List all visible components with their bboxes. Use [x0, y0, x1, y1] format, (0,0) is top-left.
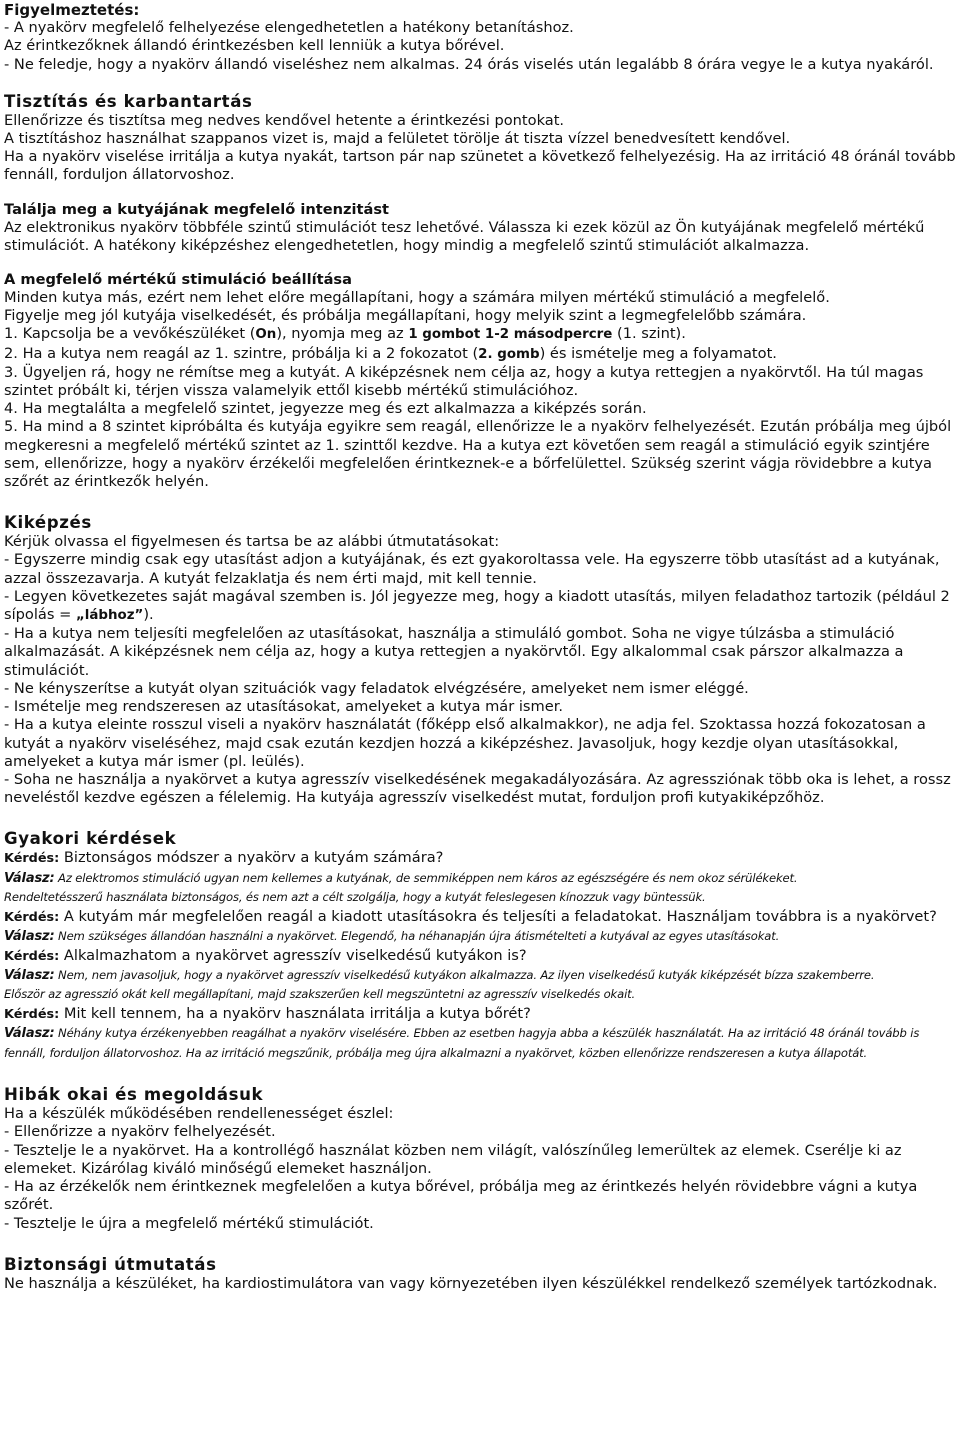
faq-answer: Válasz: Az elektromos stimuláció ugyan nem kellemes a kutyának, de semmiképpen nem káros az egészségére és nem okoz sérülékeket. [4, 870, 798, 886]
setting-step-1: 1. Kapcsolja be a vevőkészüléket (On), nyomja meg az 1 gombot 1-2 másodpercre (1. szint). [4, 325, 686, 343]
setting-intro: Figyelje meg jól kutyája viselkedését, és próbálja megállapítani, hogy melyik szint a legmegfelelőbb számára. [4, 307, 807, 325]
cleaning-line: Ellenőrizze és tisztítsa meg nedves kendővel hetente a érintkezési pontokat. [4, 111, 565, 129]
faq-answer-cont: Először az agresszió okát kell megállapítani, majd szakszerűen kell megszüntetni az agresszív viselkedés okait. [4, 987, 636, 1002]
training-item: - Ne kényszerítse a kutyát olyan szituációk vagy feladatok elvégzésére, amelyeket nem ismer eléggé. [4, 679, 749, 697]
faq-section [4, 829, 956, 1063]
faq-answer: Válasz: Nem, nem javasoljuk, hogy a nyakörvet agresszív viselkedésű kutyákon alkalmazza. Az ilyen viselkedésű kutyák kiképzését bízza szakemberre. [4, 967, 875, 983]
faq-heading: Gyakori kérdések [4, 829, 177, 849]
warning-title: Figyelmeztetés: [4, 1, 140, 19]
intensity-section [4, 200, 956, 255]
safety-heading: Biztonsági útmutatás [4, 1254, 217, 1274]
warning-line: - A nyakörv megfelelő felhelyezése elengedhetetlen a hatékony betanításhoz. [4, 19, 574, 37]
troubleshooting-item: - Tesztelje le újra a megfelelő mértékű stimulációt. [4, 1214, 374, 1232]
troubleshooting-intro: Ha a készülék működésében rendellenességet észlel: [4, 1105, 394, 1123]
faq-question: Kérdés: A kutyám már megfelelően reagál a kiadott utasításokra és teljesíti a feladatokat. Használjam továbbra is a nyakörvet? [4, 907, 937, 925]
training-item: - Ha a kutya nem teljesíti megfelelően az utasításokat, használja a stimuláló gombot. Soha ne vigye túlzásba a stimuláció alkalmazását. A kiképzésnek nem célja az, hogy a kutya rettegjen a nyakörvtől. Egy alkalommal csak párszor alkalmazza a stimulációt. [4, 625, 904, 679]
setting-step-2: 2. Ha a kutya nem reagál az 1. szintre, próbálja ki a 2 fokozatot (2. gomb) és ismételje meg a folyamatot. [4, 344, 777, 362]
training-item: - Egyszerre mindig csak egy utasítást adjon a kutyájának, és ezt gyakoroltassa vele. Ha egyszerre több utasítást ad a kutyának, azzal összezavarja. A kutyát felzaklatja és nem érti majd, mit kell tennie. [4, 551, 940, 587]
training-section [4, 513, 956, 807]
intensity-heading: Találja meg a kutyájának megfelelő intenzitást [4, 200, 390, 218]
setting-intro: Minden kutya más, ezért nem lehet előre megállapítani, hogy a számára milyen mértékű stimuláció a megfelelő. [4, 289, 830, 307]
intensity-text: Az elektronikus nyakörv többféle szintű stimulációt tesz lehetővé. Válassza ki ezek közül az Ön kutyájának megfelelő mértékű stimulációt. A hatékony kiképzéshez elengedhetetlen, hogy mindig a megfelelő szintű stimulációt alkalmazza. [4, 218, 925, 254]
cleaning-heading: Tisztítás és karbantartás [4, 91, 253, 111]
cleaning-line: Ha a nyakörv viselése irritálja a kutya nyakát, tartson pár nap szünetet a következő felhelyezésig. Ha az irritáció 48 óránál tovább fennáll, forduljon állatorvoshoz. [4, 148, 956, 184]
training-heading: Kiképzés [4, 513, 92, 533]
setting-heading: A megfelelő mértékű stimuláció beállítása [4, 271, 352, 289]
training-item: - Soha ne használja a nyakörvet a kutya agresszív viselkedésének megakadályozására. Az agressziónak több oka is lehet, a rossz neveléstől kezdve egészen a félelemig. Ha kutyája agresszív viselkedést mutat, forduljon profi kutyakiképzőhöz. [4, 770, 951, 807]
training-item: - Legyen következetes saját magával szemben is. Jól jegyezze meg, hogy a kiadott utasítás, milyen feladathoz tartozik (például 2 sípolás = „lábhoz”). [4, 587, 950, 624]
setting-step-3: 3. Ügyeljen rá, hogy ne rémítse meg a kutyát. A kiképzésnek nem célja az, hogy a kutya rettegjen a nyakörvtől. Ha túl magas szintet próbált ki, térjen vissza valamelyik ettől kisebb mértékű stimulációhoz. [4, 363, 924, 400]
faq-answer: Válasz: Nem szükséges állandóan használni a nyakörvet. Elegendő, ha néhanapján újra átismételteti a kutyával az egyes utasításokat. [4, 928, 780, 944]
cleaning-line: A tisztításhoz használhat szappanos vizet is, majd a felületet törölje át tiszta vízzel benedvesített kendővel. [4, 130, 791, 148]
faq-question: Kérdés: Mit kell tennem, ha a nyakörv használata irritálja a kutya bőrét? [4, 1004, 531, 1022]
troubleshooting-item: - Ha az érzékelők nem érintkeznek megfelelően a kutya bőrével, próbálja meg az érintkezés helyén rövidebbre vágni a kutya szőrét. [4, 1178, 918, 1214]
training-item: - Ha a kutya eleinte rosszul viseli a nyakörv használatát (főképp első alkalmakkor), ne adja fel. Szoktassa hozzá fokozatosan a kutyát a nyakörv viseléséhez, majd csak ezután kezdjen hozzá a kiképzéshez. Javasoljuk, hogy kezdje olyan utasításokkal, amelyeket a kutya már ismer (pl. leülés). [4, 716, 926, 770]
training-item: - Ismételje meg rendszeresen az utasításokat, amelyeket a kutya már ismer. [4, 698, 564, 716]
faq-question: Kérdés: Alkalmazhatom a nyakörvet agresszív viselkedésű kutyákon is? [4, 946, 527, 964]
safety-text: Ne használja a készüléket, ha kardiostimulátora van vagy környezetében ilyen készülékkel rendelkező személyek tartózkodnak. [4, 1274, 938, 1292]
troubleshooting-heading: Hibák okai és megoldásuk [4, 1085, 264, 1105]
warning-line: Az érintkezőknek állandó érintkezésben kell lenniük a kutya bőrével. [4, 37, 505, 55]
faq-answer-cont: Rendeltetésszerű használata biztonságos, és nem azt a célt szolgálja, hogy a kutyát feleslegesen kínozzuk vagy büntessük. [4, 890, 706, 905]
safety-section [4, 1255, 956, 1293]
troubleshooting-item: - Tesztelje le a nyakörvet. Ha a kontrollégő használat közben nem világít, valószínűleg lemerültek az elemek. Cserélje ki az elemeket. Kizárólag kiváló minőségű elemeket használjon. [4, 1141, 902, 1177]
warning-section [4, 1, 956, 74]
setting-step-5: 5. Ha mind a 8 szintet kipróbálta és kutyája egyikre sem reagál, ellenőrizze le a nyakörv felhelyezését. Ezután próbálja meg újból megkeresni a megfelelő mértékű szintet az 1. szinttől kezdve. Ha a kutya ezt követően sem reagál a stimuláció egyik szintjére sem, ellenőrizze, hogy a nyakörv érzékelői megfelelően érintkeznek-e a bőrfelülettel. Szükség szerint vágja rövidebbre a kutya szőrét az érintkezők helyén. [4, 418, 952, 491]
training-intro: Kérjük olvassa el figyelmesen és tartsa be az alábbi útmutatásokat: [4, 533, 500, 551]
cleaning-section [4, 92, 956, 185]
setting-step-4: 4. Ha megtalálta a megfelelő szintet, jegyezze meg és ezt alkalmazza a kiképzés során. [4, 400, 647, 418]
setting-section [4, 270, 956, 491]
warning-line: - Ne feledje, hogy a nyakörv állandó viseléshez nem alkalmas. 24 órás viselés után legalább 8 órára vegye le a kutya nyakáról. [4, 55, 934, 73]
troubleshooting-section [4, 1085, 956, 1232]
faq-answer: Válasz: Néhány kutya érzékenyebben reagálhat a nyakörv viselésére. Ebben az esetben hagyja abba a készülék használatát. Ha az irritáció 48 óránál tovább is fennáll, forduljon állatorvoshoz. Ha az irritáció megszűnik, próbálja meg újra alkalmazni a nyakörvet, közben ellenőrizze rendszeresen a kutya állapotát. [4, 1026, 920, 1060]
troubleshooting-item: - Ellenőrizze a nyakörv felhelyezését. [4, 1123, 276, 1141]
faq-question: Kérdés: Biztonságos módszer a nyakörv a kutyám számára? [4, 849, 444, 867]
